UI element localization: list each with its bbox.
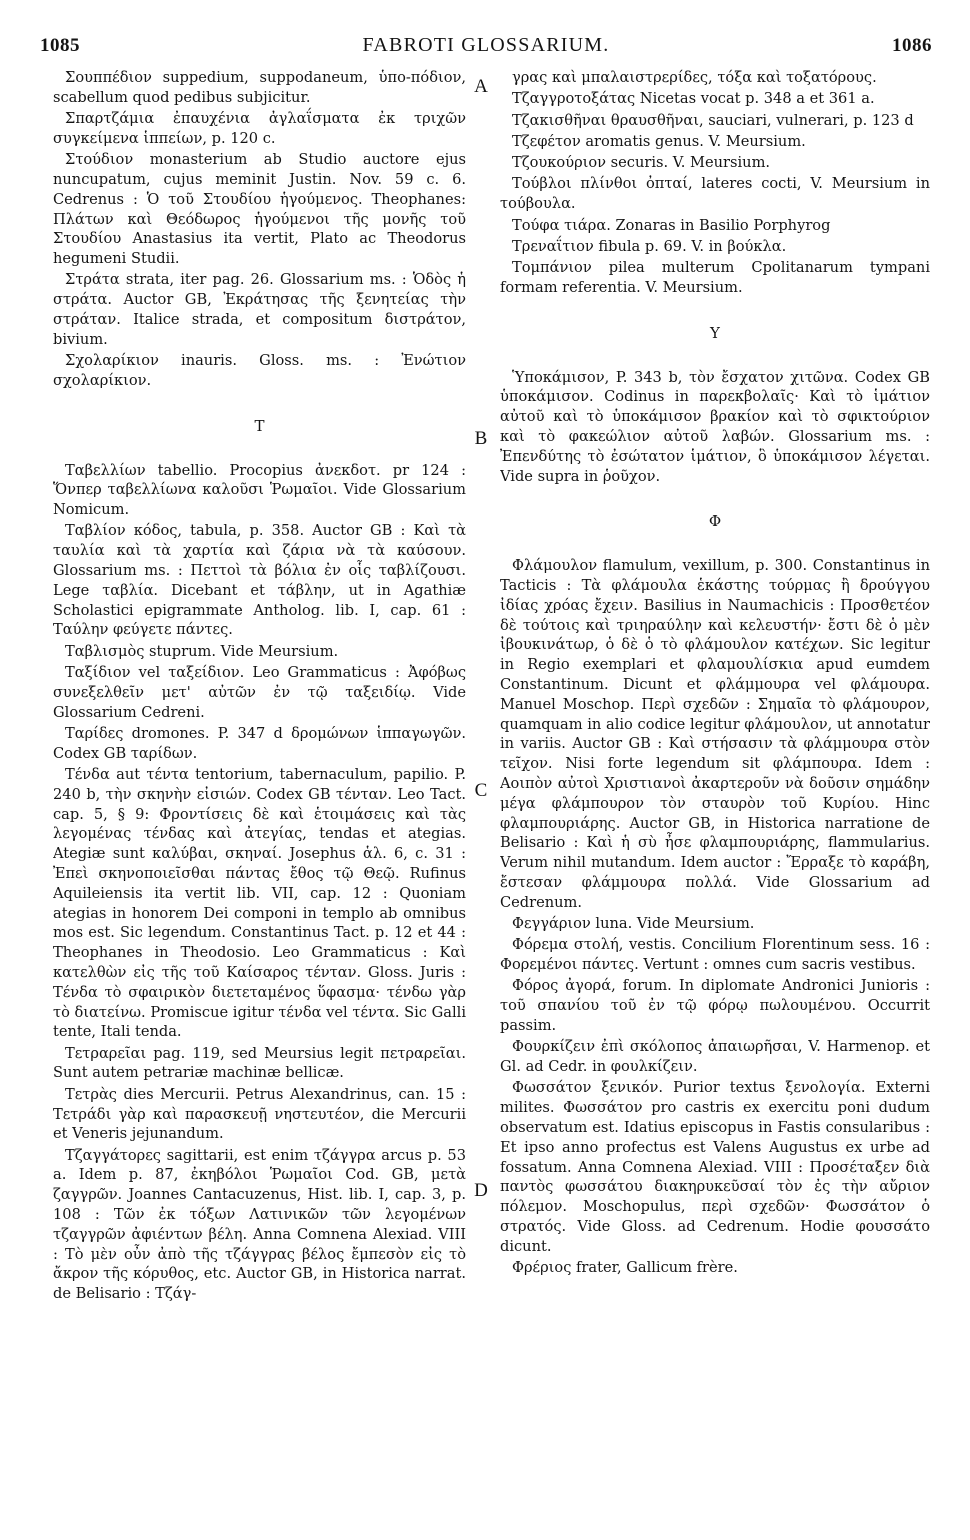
- glossary-entry: Φουρκίζειν ἐπὶ σκόλοπος ἀπαιωρῆσαι, V. Harmenop. et Gl. ad Cedr. in φουλκίζειν.: [500, 1038, 930, 1076]
- margin-letter-c: C: [474, 780, 488, 801]
- glossary-entry: Ταρίδες dromones. P. 347 d δρομώνων ἱππαγωγῶν. Codex GB ταρίδων.: [53, 724, 466, 762]
- glossary-entry: Ταβλισμὸς stuprum. Vide Meursium.: [65, 642, 339, 660]
- glossary-entry: Φωσσάτον ξενικόν. Purior textus ξενολογία. Externi milites. Φωσσάτον pro castris ex exercitu poni dudum observatum est. Idatius episcopus in Fastis consularibus : Et ipso anno profectus est Valens Augustus ex urbe ad fossatum. Anna Comnena Alexiad. VIII : Προσέταξεν διὰ παντὸς φωσσάτου διακηρυκεῦσαί τὸν ἐς τὴν αὔριον πόλεμον. Moschopulus, περὶ σχεδῶν· Φωσσάτον ὁ στρατός. Vide Gloss. ad Cedrenum. Hodie φουσσάτο dicunt.: [500, 1079, 930, 1255]
- section-letter: T: [254, 416, 265, 435]
- glossary-entry: Τετρὰς dies Mercurii. Petrus Alexandrinus, can. 15 : Τετράδι γὰρ καὶ παρασκευῇ νηστευτέον, die Mercurii et Veneris jejunandum.: [53, 1085, 466, 1143]
- page-number-right: 1086: [892, 35, 932, 56]
- glossary-entry: Τρεναΐτιον fibula p. 69. V. in βούκλα.: [512, 237, 787, 255]
- margin-letter-d: D: [474, 1180, 488, 1201]
- glossary-entry: Τζακισθῆναι θραυσθῆναι, sauciari, vulnerari, p. 123 d: [512, 111, 914, 129]
- glossary-entry: γρας καὶ μπαλαιστρερίδες, τόξα καὶ τοξατόρους.: [512, 69, 877, 86]
- glossary-entry: Σχολαρίκιον inauris. Gloss. ms. : Ἐνώτιον σχολαρίκιον.: [53, 352, 466, 389]
- glossary-entry: Τένδα aut τέντα tentorium, tabernaculum, papilio. P. 240 b, τὴν σκηνὴν εἰσιών. Codex GB τένταν. Leo Tact. cap. 5, § 9: Φροντίσεις δὲ καὶ ἑτοιμάσεις καὶ τὰς λεγομένας τένδας καὶ ἀτεγίας, tendas et ategias. Ategiæ sunt καλύβαι, σκηναί. Josephus ἁλ. 6, c. 31 : Ἐπεὶ σκηνοποιεῖσθαι πάντας ἔθος τῷ Θεῷ. Rufinus Aquileiensis ita vertit lib. VII, cap. 12 : Quoniam ategias in honorem Dei componi in templo ab omnibus mos est. Sic legendum. Constantinus Tact. p. 12 et 44 : Theophanes in Theodosio. Leo Grammaticus : Καὶ κατελθὼν εἰς τῆς τοῦ Καίσαρος τένταν. Gloss. Juris : Τένδα τὸ σφαιρικὸν διετεταμένος ὕφασμα· τένδω γὰρ τὸ διατείνω. Promiscue igitur τένδα vel τέντα. Sic Galli tente, Itali tenda.: [53, 766, 466, 1041]
- glossary-entry: Φόρεμα στολή, vestis. Concilium Florentinum sess. 16 : Φορεμένοι πάντες. Vertunt : omnes cum sacris vestibus.: [500, 936, 930, 974]
- left-column: [53, 68, 466, 1530]
- glossary-entry: Φόρος ἀγορά, forum. In diplomate Andronici Junioris : τοῦ σπανίου τοῦ ἐν τῷ φόρῳ πωλουμένου. Occurrit passim.: [500, 977, 930, 1034]
- glossary-entry: Τούφα τιάρα. Zonaras in Basilio Porphyrog: [512, 216, 831, 234]
- glossary-entry: Τούβλοι πλίνθοι ὀπταί, lateres cocti, V. Meursium in τούβουλα.: [500, 175, 930, 213]
- glossary-entry: Στούδιον monasterium ab Studio auctore ejus nuncupatum, cujus meminit Justin. Nov. 59 c. 6. Cedrenus : Ὁ τοῦ Στουδίου ἡγούμενος. Theophanes: Πλάτων καὶ Θεόδωρος ἡγούμενοι τῆς μονῆς τοῦ Στουδίου Anastasius ita vertit, Plato ac Theodorus hegumeni Studii.: [53, 151, 466, 268]
- glossary-entry: Φρέριος frater, Gallicum frère.: [512, 1259, 738, 1277]
- glossary-entry: Σουππέδιον suppedium, suppodaneum, ὑπο-πόδιον, scabellum quod pedibus subjicitur.: [53, 69, 466, 106]
- section-letter: Υ: [710, 323, 720, 342]
- glossary-entry: Φεγγάριον luna. Vide Meursium.: [512, 914, 755, 932]
- glossary-entry: Φλάμουλον flamulum, vexillum, p. 300. Constantinus in Tacticis : Τὰ φλάμουλα ἑκάστης τούρμας ἢ δρούγγου ἰδίας χρόας ἔχειν. Basilius in Naumachicis : Προσθετέον δὲ τούτοις καὶ τριηραύλην καὶ κελευστήν· ἔστι δὲ ὁ μὲν ἰβουκινάτωρ, ὁ δὲ ὁ τὸ φλάμουλον κατέχων. Sic legitur in Regio exemplari et φλαμουλίσκια apud eumdem Constantinum. Dicunt et φλάμμουρα vel φλάμουρα. Manuel Moschop. Περὶ σχεδῶν : Σημαῖα τὸ φλάμουρον, quamquam in alio codice legitur φλάμουλον, ut annotatur in variis. Auctor GB : Καὶ στήσασιν τὰ φλάμμουρα στὸν τεῖχον. Nisi forte legendum sit φλάμπουρα. Idem : Αοιπὸν αὐτοὶ Χριστιανοὶ ἀκαρτεροῦν νὰ δοῦσιν σημάδην μέγα φλάμπουρον τὸν σταυρὸν τοῦ Κυρίου. Hinc φλαμπουριάρης. Auctor GB, in Historica narratione de Belisario : Καὶ ἡ σὺ ἦσε φλαμπουριάρης, flammularius. Verum nihil mutandum. Idem auctor : Ἔρραξε τὸ καράβη, ἔστεσαν φλάμμουρα πολλά. Vide Glossarium ad Cedrenum.: [500, 557, 930, 911]
- glossary-entry: Ταβελλίων tabellio. Procopius ἀνεκδοτ. pr 124 : Ὅνπερ ταβελλίωνα καλοῦσι Ῥωμαῖοι. Vide Glossarium Nomicum.: [53, 461, 466, 519]
- glossary-entry: Ὑποκάμισον, P. 343 b, τὸν ἔσχατον χιτῶνα. Codex GB ὑποκάμισον. Codinus in παρεκβολαῖς· Καὶ τὸ ἱμάτιον αὐτοῦ καὶ τὸ ὑποκάμισον βρακίον καὶ τὸ σφικτούριον καὶ τὸ φακεώλιον αὐτοῦ λαβών. Glossarium ms. : Ἐπενδύτης τὸ ἐσώτατον ἱμάτιον, ὃ ὑποκάμισον λέγεται. Vide supra in ῥοῦχον.: [500, 368, 930, 485]
- margin-letter-b: B: [474, 428, 488, 449]
- page-header: [40, 34, 932, 60]
- glossary-entry: Ταξίδιον vel ταξείδιον. Leo Grammaticus : Ἀφόβως συνεξελθεῖν μετ' αὐτῶν ἐν τῷ ταξειδίῳ. Vide Glossarium Cedreni.: [53, 664, 466, 721]
- glossary-entry: Στράτα strata, iter pag. 26. Glossarium ms. : Ὁδὸς ἡ στράτα. Auctor GB, Ἐκράτησας τῆς ξενητείας τὴν στράταν. Italice strada, et compositum διστράτον, bivium.: [53, 271, 466, 348]
- glossary-entry: Τζαγγροτοξάτας Nicetas vocat p. 348 a et 361 a.: [512, 90, 875, 108]
- glossary-entry: Τζαγγάτορες sagittarii, est enim τζάγγρα arcus p. 53 a. Idem p. 87, ἐκηβόλοι Ῥωμαῖοι Cod. GB, μετὰ ζαγγρῶν. Joannes Cantacuzenus, Hist. lib. I, cap. 3, p. 108 : Τῶν ἐκ τόξων Λατινικῶν τῶν λεγομένων τζαγγρῶν ἀφιέντων βέλη. Anna Comnena Alexiad. VIII : Τὸ μὲν οὖν ἀπὸ τῆς τζάγγρας βέλος ἔμπεσὸν εἰς τὸ ἄκρον τῆς κόρυθος, etc. Auctor GB, in Historica narrat. de Belisario : Τζάγ-: [53, 1146, 466, 1303]
- glossary-entry: Τετραρεῖαι pag. 119, sed Meursius legit πετραρεῖαι. Sunt autem petrariæ machinæ bellicæ.: [53, 1044, 466, 1082]
- glossary-entry: Σπαρτζάμια ἐπαυχένια ἀγλαΐσματα ἐκ τριχῶν συγκείμενα ἱππείων, p. 120 c.: [53, 110, 466, 147]
- glossary-entry: Τζεφέτον aromatis genus. V. Meursium.: [512, 132, 806, 150]
- glossary-entry: Ταβλίον κόδος, tabula, p. 358. Auctor GB : Καὶ τὰ ταυλία καὶ τὰ χαρτία καὶ ζάρια νὰ τὰ καύσουν. Glossarium ms. : Πεττοὶ τὰ βόλια ἐν οἷς ταβλίζουσι. Lege ταβλία. Dicebant et τάβλην, ut in Agathiæ Scholastici epigrammate Antholog. lib. I, cap. 61 : Ταύλην φεύγετε πάντες.: [53, 522, 466, 639]
- running-title: FABROTI GLOSSARIUM.: [362, 34, 610, 56]
- glossary-entry: Τομπάνιον pilea multerum Cpolitanarum tympani formam referentia. V. Meursium.: [500, 259, 930, 296]
- margin-letter-a: A: [474, 76, 488, 97]
- glossary-entry: Τζουκούριον securis. V. Meursium.: [512, 154, 771, 172]
- section-letter: Φ: [708, 512, 722, 531]
- right-column: [500, 68, 930, 1530]
- page-number-left: 1085: [40, 35, 80, 56]
